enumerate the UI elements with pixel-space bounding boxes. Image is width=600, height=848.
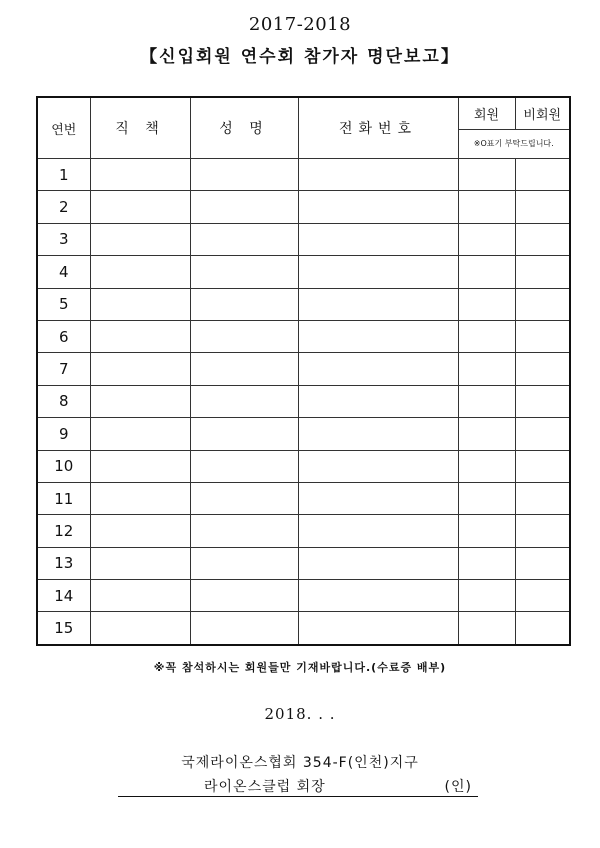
position-cell[interactable] — [90, 515, 190, 547]
row-number: 1 — [37, 159, 90, 191]
name-cell[interactable] — [190, 547, 298, 579]
phone-cell[interactable] — [298, 482, 458, 514]
member-cell[interactable] — [458, 418, 515, 450]
row-number: 9 — [37, 418, 90, 450]
table-row — [37, 547, 570, 579]
nonmember-cell[interactable] — [515, 385, 570, 417]
nonmember-cell[interactable] — [515, 580, 570, 612]
name-cell[interactable] — [190, 385, 298, 417]
nonmember-cell[interactable] — [515, 223, 570, 255]
name-cell[interactable] — [190, 353, 298, 385]
document-year: 2017-2018 — [248, 14, 352, 35]
row-number: 5 — [37, 288, 90, 320]
row-number: 10 — [37, 450, 90, 482]
nonmember-cell[interactable] — [515, 256, 570, 288]
table-row — [37, 191, 570, 223]
phone-cell[interactable] — [298, 256, 458, 288]
position-cell[interactable] — [90, 353, 190, 385]
table-row — [37, 288, 570, 320]
phone-cell[interactable] — [298, 580, 458, 612]
col-header-no: 연번 — [37, 97, 90, 159]
name-cell[interactable] — [190, 288, 298, 320]
phone-cell[interactable] — [298, 223, 458, 255]
name-cell[interactable] — [190, 515, 298, 547]
phone-cell[interactable] — [298, 515, 458, 547]
position-cell[interactable] — [90, 191, 190, 223]
name-cell[interactable] — [190, 580, 298, 612]
phone-cell[interactable] — [298, 288, 458, 320]
col-header-name: 성 명 — [190, 97, 298, 159]
row-number: 2 — [37, 191, 90, 223]
nonmember-cell[interactable] — [515, 515, 570, 547]
member-cell[interactable] — [458, 191, 515, 223]
member-cell[interactable] — [458, 515, 515, 547]
position-cell[interactable] — [90, 288, 190, 320]
name-cell[interactable] — [190, 191, 298, 223]
participant-roster-table — [36, 96, 571, 646]
member-cell[interactable] — [458, 353, 515, 385]
name-cell[interactable] — [190, 223, 298, 255]
member-cell[interactable] — [458, 450, 515, 482]
phone-cell[interactable] — [298, 191, 458, 223]
report-date: 2018. . . — [264, 705, 336, 723]
position-cell[interactable] — [90, 612, 190, 645]
table-row — [37, 223, 570, 255]
table-row — [37, 159, 570, 191]
member-cell[interactable] — [458, 612, 515, 645]
row-number: 15 — [37, 612, 90, 645]
row-number: 4 — [37, 256, 90, 288]
member-cell[interactable] — [458, 159, 515, 191]
member-cell[interactable] — [458, 385, 515, 417]
row-number: 11 — [37, 482, 90, 514]
document-title: 【신입회원 연수회 참가자 명단보고】 — [140, 47, 460, 67]
name-cell[interactable] — [190, 159, 298, 191]
col-header-member: 회원 — [458, 97, 515, 129]
nonmember-cell[interactable] — [515, 353, 570, 385]
name-cell[interactable] — [190, 482, 298, 514]
nonmember-cell[interactable] — [515, 288, 570, 320]
position-cell[interactable] — [90, 580, 190, 612]
mark-note: ※O표기 부탁드립니다. — [458, 129, 570, 158]
table-row — [37, 612, 570, 645]
table-row — [37, 515, 570, 547]
nonmember-cell[interactable] — [515, 418, 570, 450]
name-cell[interactable] — [190, 256, 298, 288]
name-cell[interactable] — [190, 612, 298, 645]
phone-cell[interactable] — [298, 450, 458, 482]
footnote: ※꼭 참석하시는 회원들만 기재바랍니다.(수료증 배부) — [153, 661, 447, 674]
nonmember-cell[interactable] — [515, 191, 570, 223]
col-header-phone: 전화번호 — [298, 97, 458, 159]
club-president-label: 라이온스클럽 회장 — [204, 779, 326, 795]
col-header-position: 직 책 — [90, 97, 190, 159]
row-number: 12 — [37, 515, 90, 547]
position-cell[interactable] — [90, 320, 190, 352]
phone-cell[interactable] — [298, 385, 458, 417]
row-number: 6 — [37, 320, 90, 352]
member-cell[interactable] — [458, 580, 515, 612]
member-cell[interactable] — [458, 547, 515, 579]
table-row — [37, 385, 570, 417]
member-cell[interactable] — [458, 256, 515, 288]
association-name: 국제라이온스협회 354-F(인천)지구 — [181, 755, 419, 771]
nonmember-cell[interactable] — [515, 450, 570, 482]
nonmember-cell[interactable] — [515, 612, 570, 645]
row-number: 3 — [37, 223, 90, 255]
signature-line — [118, 776, 478, 797]
nonmember-cell[interactable] — [515, 320, 570, 352]
nonmember-cell[interactable] — [515, 547, 570, 579]
row-number: 14 — [37, 580, 90, 612]
table-row — [37, 450, 570, 482]
member-cell[interactable] — [458, 320, 515, 352]
phone-cell[interactable] — [298, 612, 458, 645]
position-cell[interactable] — [90, 223, 190, 255]
table-row — [37, 580, 570, 612]
table-row — [37, 320, 570, 352]
name-cell[interactable] — [190, 320, 298, 352]
row-number: 7 — [37, 353, 90, 385]
name-cell[interactable] — [190, 418, 298, 450]
member-cell[interactable] — [458, 482, 515, 514]
position-cell[interactable] — [90, 418, 190, 450]
position-cell[interactable] — [90, 385, 190, 417]
table-row — [37, 418, 570, 450]
member-cell[interactable] — [458, 223, 515, 255]
phone-cell[interactable] — [298, 353, 458, 385]
row-number: 8 — [37, 385, 90, 417]
table-row — [37, 353, 570, 385]
row-number: 13 — [37, 547, 90, 579]
nonmember-cell[interactable] — [515, 159, 570, 191]
position-cell[interactable] — [90, 450, 190, 482]
seal-mark: (인) — [444, 779, 472, 795]
nonmember-cell[interactable] — [515, 482, 570, 514]
phone-cell[interactable] — [298, 320, 458, 352]
position-cell[interactable] — [90, 256, 190, 288]
position-cell[interactable] — [90, 482, 190, 514]
col-header-nonmember: 비회원 — [515, 97, 570, 129]
position-cell[interactable] — [90, 547, 190, 579]
phone-cell[interactable] — [298, 418, 458, 450]
phone-cell[interactable] — [298, 159, 458, 191]
member-cell[interactable] — [458, 288, 515, 320]
table-row — [37, 256, 570, 288]
phone-cell[interactable] — [298, 547, 458, 579]
position-cell[interactable] — [90, 159, 190, 191]
table-row — [37, 482, 570, 514]
name-cell[interactable] — [190, 450, 298, 482]
